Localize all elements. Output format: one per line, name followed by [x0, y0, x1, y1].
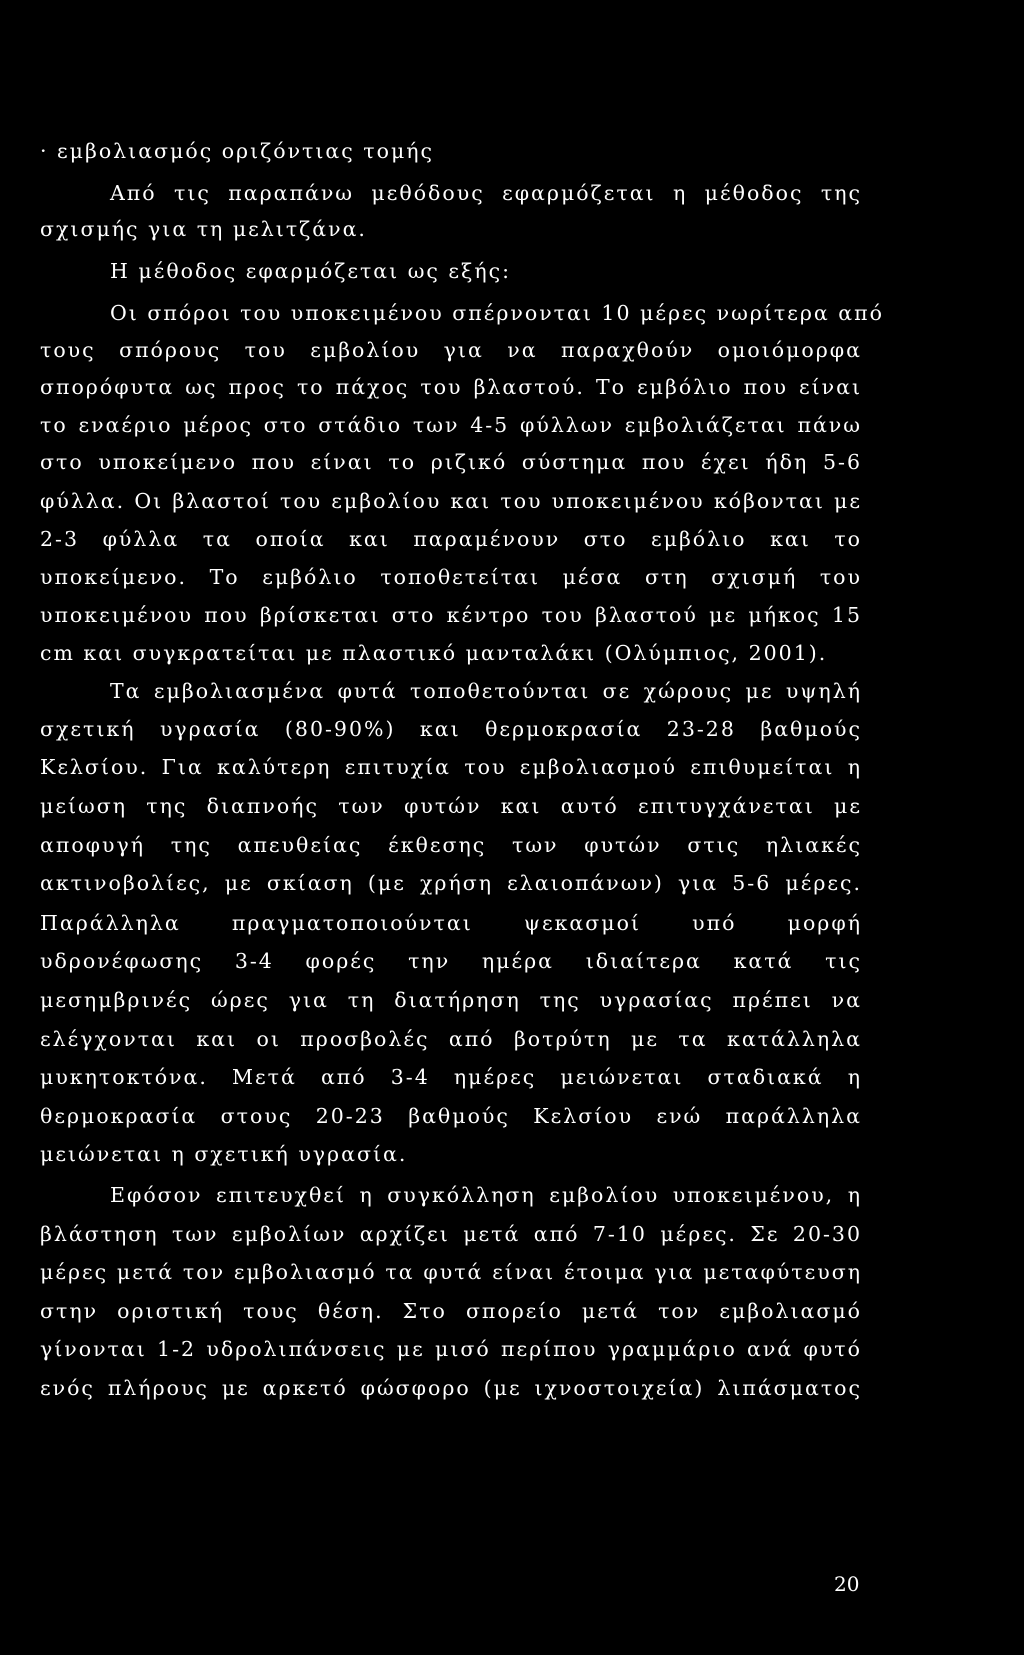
text-line: αποφυγή της απευθείας έκθεσης των φυτών στις ηλιακές [40, 833, 862, 857]
text-line: φύλλα. Οι βλαστοί του εμβολίου και του υποκειμένου κόβονται με [40, 489, 862, 513]
page-number: 20 [834, 1572, 860, 1596]
text-line: γίνονται 1-2 υδρολιπάνσεις με μισό περίπου γραμμάριο ανά φυτό [40, 1337, 862, 1361]
text-line: Παράλληλα πραγματοποιούνται ψεκασμοί υπό μορφή [40, 911, 862, 935]
text-line: Εφόσον επιτευχθεί η συγκόλληση εμβολίου υποκειμένου, η [110, 1183, 862, 1207]
text-line: 2-3 φύλλα τα οποία και παραμένουν στο εμβόλιο και το [40, 527, 862, 551]
text-line: cm και συγκρατείται με πλαστικό μανταλάκι (Ολύμπιος, 2001). [40, 641, 828, 665]
text-line: Η μέθοδος εφαρμόζεται ως εξής: [110, 259, 512, 283]
text-line: μυκητοκτόνα. Μετά από 3-4 ημέρες μειώνεται σταδιακά η [40, 1065, 862, 1089]
text-line: θερμοκρασία στους 20-23 βαθμούς Κελσίου ενώ παράλληλα [40, 1104, 862, 1128]
text-line: ακτινοβολίες, με σκίαση (με χρήση ελαιοπάνων) για 5-6 μέρες. [40, 871, 862, 895]
text-line: Τα εμβολιασμένα φυτά τοποθετούνται σε χώρους με υψηλή [110, 679, 862, 703]
text-line: βλάστηση των εμβολίων αρχίζει μετά από 7-10 μέρες. Σε 20-30 [40, 1222, 862, 1246]
text-line: τους σπόρους του εμβολίου για να παραχθούν ομοιόμορφα [40, 338, 862, 362]
text-line: σχετική υγρασία (80-90%) και θερμοκρασία 23-28 βαθμούς [40, 717, 862, 741]
text-line: Κελσίου. Για καλύτερη επιτυχία του εμβολιασμού επιθυμείται η [40, 755, 862, 779]
text-line: μέρες μετά τον εμβολιασμό τα φυτά είναι έτοιμα για μεταφύτευση [40, 1260, 862, 1284]
text-line: σπορόφυτα ως προς το πάχος του βλαστού. Το εμβόλιο που είναι [40, 375, 862, 399]
text-line: ελέγχονται και οι προσβολές από βοτρύτη με τα κατάλληλα [40, 1027, 862, 1051]
text-line: μεσημβρινές ώρες για τη διατήρηση της υγρασίας πρέπει να [40, 988, 862, 1012]
text-line: μείωση της διαπνοής των φυτών και αυτό επιτυγχάνεται με [40, 794, 862, 818]
text-line: υποκειμένου που βρίσκεται στο κέντρο του βλαστού με μήκος 15 [40, 603, 862, 627]
text-line: σχισμής για τη μελιτζάνα. [40, 217, 367, 241]
text-line: το εναέριο μέρος στο στάδιο των 4-5 φύλλων εμβολιάζεται πάνω [40, 413, 862, 437]
text-line: μειώνεται η σχετική υγρασία. [40, 1142, 408, 1166]
text-line: υδρονέφωσης 3-4 φορές την ημέρα ιδιαίτερα κατά τις [40, 949, 862, 973]
bullet-heading: · εμβολιασμός οριζόντιας τομής [40, 139, 435, 163]
text-line: ενός πλήρους με αρκετό φώσφορο (με ιχνοστοιχεία) λιπάσματος [40, 1376, 862, 1400]
text-line: στην οριστική τους θέση. Στο σπορείο μετά τον εμβολιασμό [40, 1299, 862, 1323]
text-line: στο υποκείμενο που είναι το ριζικό σύστημα που έχει ήδη 5-6 [40, 450, 862, 474]
text-line: Από τις παραπάνω μεθόδους εφαρμόζεται η μέθοδος της [110, 181, 862, 205]
text-line: Οι σπόροι του υποκειμένου σπέρνονται 10 μέρες νωρίτερα από [110, 301, 884, 325]
text-line: υποκείμενο. Το εμβόλιο τοποθετείται μέσα στη σχισμή του [40, 565, 862, 589]
